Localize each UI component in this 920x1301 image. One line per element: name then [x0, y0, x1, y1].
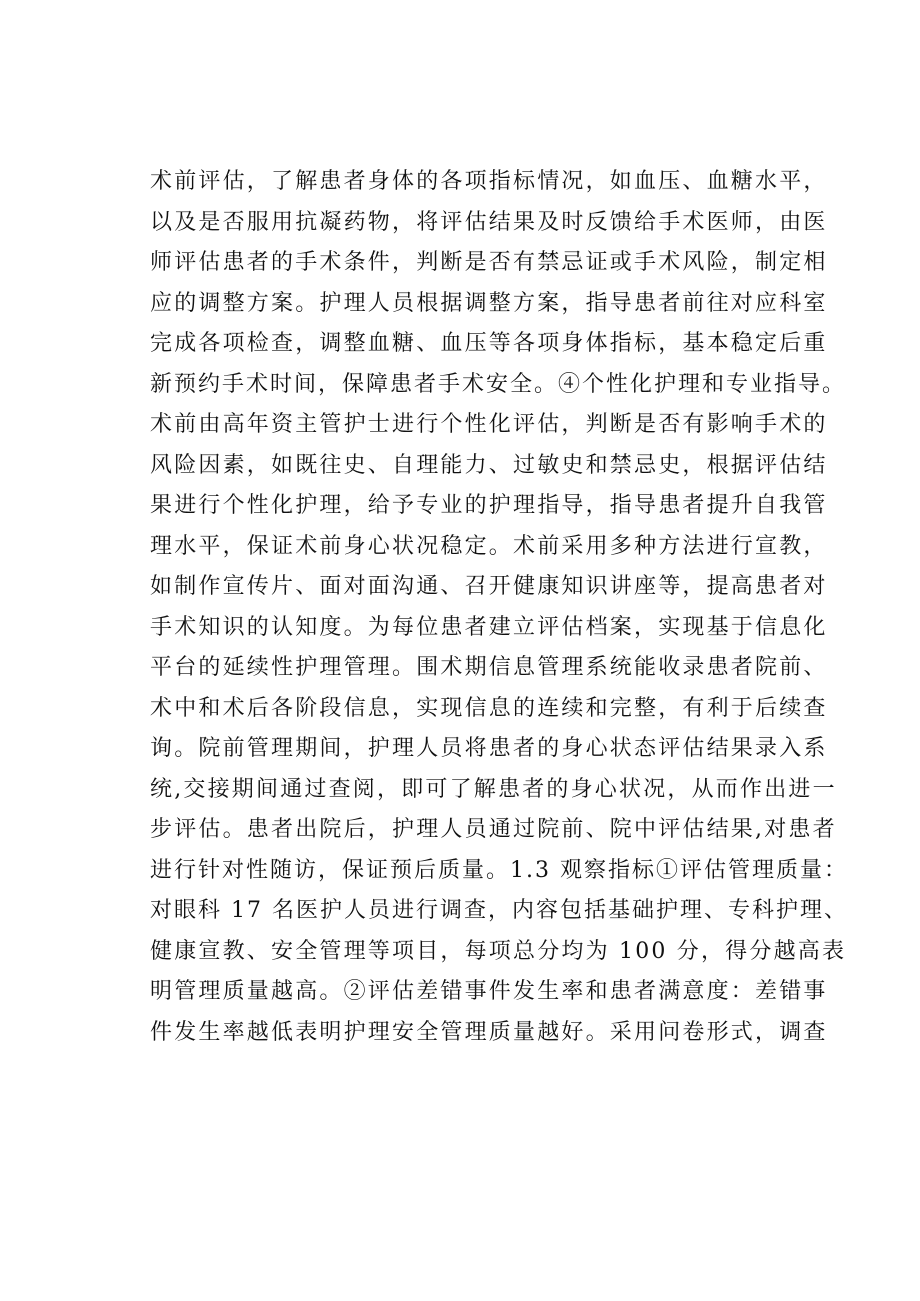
text-line-10: 理水平，保证术前身心状况稳定。术前采用多种方法进行宣教，	[150, 533, 828, 559]
text-line-7: 术前由高年资主管护士进行个性化评估，判断是否有影响手术的	[150, 412, 828, 437]
text-line-14: 术中和术后各阶段信息，实现信息的连续和完整，有利于后续查	[150, 695, 828, 721]
text-line-16: 统,交接期间通过查阅，即可了解患者的身心状况，从而作出进一	[150, 776, 837, 802]
text-line-18: 进行针对性随访，保证预后质量。1.3 观察指标①评估管理质量：	[150, 857, 848, 883]
text-line-17: 步评估。患者出院后，护理人员通过院前、院中评估结果,对患者	[150, 817, 837, 842]
text-line-2: 以及是否服用抗凝药物，将评估结果及时反馈给手术医师，由医	[150, 209, 828, 235]
text-line-6: 新预约手术时间，保障患者手术安全。④个性化护理和专业指导。	[150, 371, 847, 397]
text-line-11: 如制作宣传片、面对面沟通、召开健康知识讲座等，提高患者对	[150, 574, 828, 599]
text-line-13: 平台的延续性护理管理。围术期信息管理系统能收录患者院前、	[150, 655, 828, 680]
text-line-15: 询。院前管理期间，护理人员将患者的身心状态评估结果录入系	[150, 736, 828, 761]
text-line-22: 件发生率越低表明护理安全管理质量越好。采用问卷形式，调查	[150, 1019, 828, 1045]
text-line-5: 完成各项检查，调整血糖、血压等各项身体指标，基本稳定后重	[150, 331, 828, 356]
text-line-3: 师评估患者的手术条件，判断是否有禁忌证或手术风险，制定相	[150, 250, 828, 275]
body-text	[150, 162, 848, 1053]
text-line-19: 对眼科 17 名医护人员进行调查，内容包括基础护理、专科护理、	[150, 898, 848, 923]
text-line-21: 明管理质量越高。②评估差错事件发生率和患者满意度：差错事	[150, 979, 828, 1004]
text-line-20: 健康宣教、安全管理等项目，每项总分均为 100 分，得分越高表	[150, 938, 847, 964]
text-line-8: 风险因素，如既往史、自理能力、过敏史和禁忌史，根据评估结	[150, 452, 828, 478]
text-line-9: 果进行个性化护理，给予专业的护理指导，指导患者提升自我管	[150, 493, 828, 518]
text-line-4: 应的调整方案。护理人员根据调整方案，指导患者前往对应科室	[150, 290, 828, 316]
text-line-12: 手术知识的认知度。为每位患者建立评估档案，实现基于信息化	[150, 614, 828, 640]
text-line-1: 术前评估，了解患者身体的各项指标情况，如血压、血糖水平，	[150, 169, 828, 194]
